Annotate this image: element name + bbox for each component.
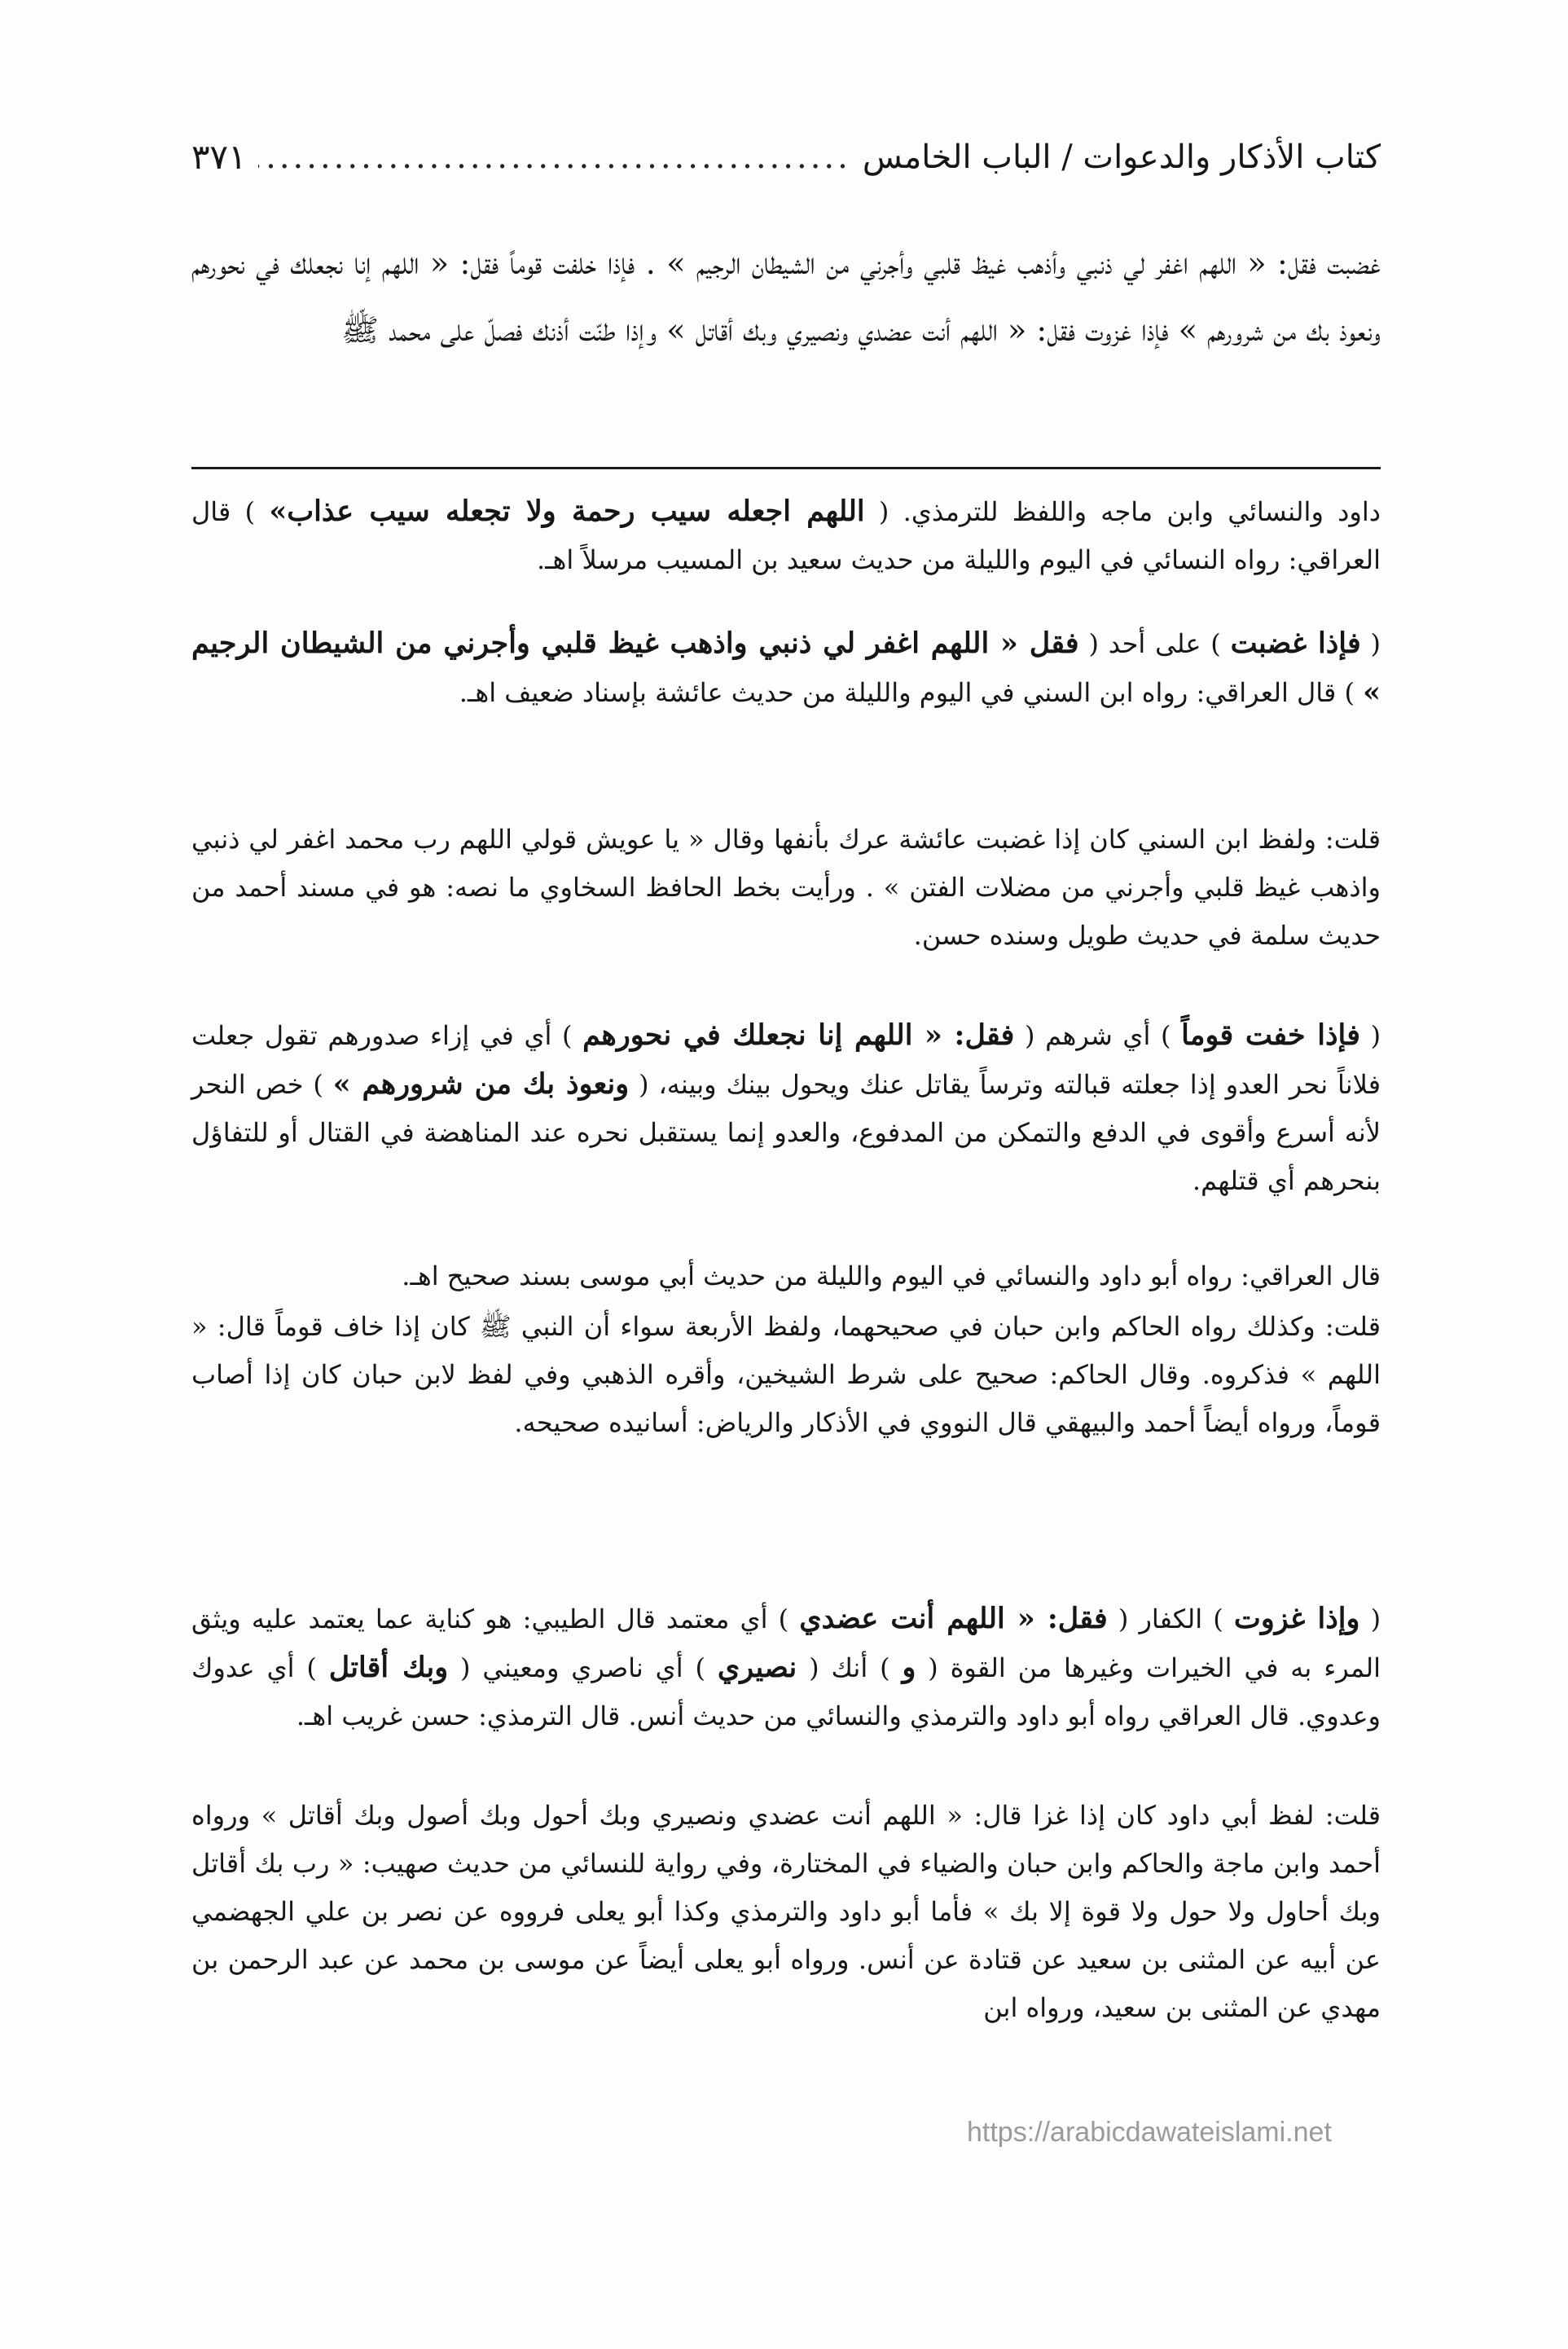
commentary-paragraph <box>191 1792 1381 2032</box>
footnote-divider <box>191 467 1381 469</box>
commentary-plain: ) أي في إزاء صدورهم تقول جعلت فلاناً نحر العدو إذا جعلته قبالته وترساً يقاتل عنك ويحول بينك وبينه، ( <box>191 1020 1381 1100</box>
commentary-text: قلت: ولفظ ابن السني كان إذا غضبت عائشة عرك بأنفها وقال « يا عويش قولي اللهم رب محمد اغفر لي ذنبي واذهب غيظ قلبي وأجرني من مضلات الفتن » . ورأيت بخط الحافظ السخاوي ما نصه: هو في مسند أحمد من حديث سلمة في حديث طويل وسنده حسن. <box>191 824 1381 951</box>
watermark-url: https://arabicdawateislami.net <box>967 2117 1332 2148</box>
commentary-plain: ) خص النحر لأنه أسرع وأقوى في الدفع والتمكن من المدفوع، والعدو إنما يستقبل نحره عند المناهضة في القتال أو للتفاؤل بنحرهم أي قتلهم. <box>191 1069 1381 1196</box>
commentary-plain: ) أي ناصري ومعيني ( <box>460 1652 705 1683</box>
commentary-bold: و <box>902 1651 916 1684</box>
commentary-bold: نصيري <box>717 1651 797 1684</box>
commentary-paragraph <box>191 816 1381 960</box>
commentary-plain: ) قال العراقي: رواه ابن السني في اليوم والليلة من حديث عائشة بإسناد ضعيف اهـ. <box>459 677 1355 708</box>
commentary-text <box>191 1595 1381 1740</box>
commentary-plain: ( <box>1370 1603 1381 1634</box>
main-text <box>191 230 1381 363</box>
commentary-plain: ) على أحد ( <box>1088 628 1221 659</box>
leader-dots <box>258 129 851 186</box>
commentary-text <box>191 1011 1381 1205</box>
commentary-plain: ) الكفار ( <box>1118 1603 1223 1634</box>
commentary-text <box>191 487 1381 584</box>
commentary-paragraph <box>191 1595 1381 1740</box>
commentary-paragraph <box>191 619 1381 717</box>
commentary-paragraph <box>191 487 1381 584</box>
commentary-plain: ) أي شرهم ( <box>1025 1020 1171 1051</box>
commentary-plain: ) قال العراقي: رواه النسائي في اليوم والليلة من حديث سعيد بن المسيب مرسلاً اهـ. <box>191 496 1381 575</box>
commentary-plain: ) أنك ( <box>809 1652 890 1683</box>
commentary-text: قلت: لفظ أبي داود كان إذا غزا قال: « اللهم أنت عضدي ونصيري وبك أحول وبك أصول وبك أقاتل » ورواه أحمد وابن ماجة والحاكم وابن حبان والضياء في المختارة، وفي رواية للنسائي من حديث صهيب: « رب بك أقاتل وبك أحاول ولا حول ولا قوة إلا بك » فأما أبو داود والترمذي وكذا أبو يعلى فرووه عن نصر بن علي الجهضمي عن أبيه عن المثنى بن سعيد عن قتادة عن أنس. ورواه أبو يعلى أيضاً عن موسى بن محمد عن عبد الرحمن بن مهدي عن المثنى بن سعيد، ورواه ابن <box>191 1800 1381 2023</box>
commentary-bold: فإذا خفت قوماً <box>1181 1018 1360 1052</box>
commentary-text: قلت: وكذلك رواه الحاكم وابن حبان في صحيحهما، ولفظ الأربعة سواء أن النبي ﷺ كان إذا خاف قوماً قال: « اللهم » فذكروه. وقال الحاكم: صحيح على شرط الشيخين، وأقره الذهبي وفي لفظ لابن حبان كان إذا أصاب قوماً، ورواه أيضاً أحمد والبيهقي قال النووي في الأذكار والرياض: أسانيده صحيحه. <box>191 1311 1381 1438</box>
commentary-plain: داود والنسائي وابن ماجه واللفظ للترمذي. ( <box>878 496 1381 527</box>
commentary-bold: فإذا غضبت <box>1230 627 1361 660</box>
commentary-plain: ) أي معتمد قال الطيبي: هو كناية عما يعتمد عليه ويثق المرء به في الخيرات وغيرها من القوة ( <box>191 1603 1381 1683</box>
commentary-paragraph <box>191 1303 1381 1447</box>
commentary-bold: اللهم اجعله سيب رحمة ولا تجعله سيب عذاب» <box>269 495 865 528</box>
commentary-text <box>191 619 1381 717</box>
commentary-bold: فقل « اللهم اغفر لي ذنبي واذهب غيظ قلبي وأجرني من الشيطان الرجيم » <box>191 627 1381 709</box>
commentary-text: قال العراقي: رواه أبو داود والنسائي في اليوم والليلة من حديث أبي موسى بسند صحيح اهـ. <box>402 1260 1381 1291</box>
commentary-plain: ( <box>1370 1020 1381 1051</box>
page-number: ٣٧١ <box>191 137 247 177</box>
commentary-bold: فقل: « اللهم أنت عضدي <box>799 1602 1108 1635</box>
running-header <box>191 129 1381 186</box>
commentary-plain: ( <box>1370 628 1381 659</box>
chapter-title: كتاب الأذكار والدعوات / الباب الخامس <box>862 139 1381 176</box>
commentary-bold: وإذا غزوت <box>1233 1602 1360 1635</box>
commentary-bold: فقل: « اللهم إنا نجعلك في نحورهم <box>582 1018 1015 1052</box>
commentary-paragraph <box>191 1011 1381 1205</box>
commentary-bold: وبك أقاتل <box>328 1651 449 1684</box>
commentary-bold: ونعوذ بك من شرورهم » <box>332 1067 630 1101</box>
commentary-paragraph <box>191 1252 1381 1300</box>
main-text-paragraph: غضبت فقل: « اللهم اغفر لي ذنبي وأذهب غيظ قلبي وأجرني من الشيطان الرجيم » . فإذا خلفت قوماً فقل: « اللهم إنا نجعلك في نحورهم ونعوذ بك من شرورهم » فإذا غزوت فقل: « اللهم أنت عضدي ونصيري وبك أقاتل » وإذا طنّت أذنك فصلّ على محمد ﷺ <box>191 245 1381 348</box>
commentary-plain: ) أي عدوك وعدوي. قال العراقي رواه أبو داود والترمذي والنسائي من حديث أنس. قال الترمذي: حسن غريب اهـ. <box>191 1652 1381 1731</box>
